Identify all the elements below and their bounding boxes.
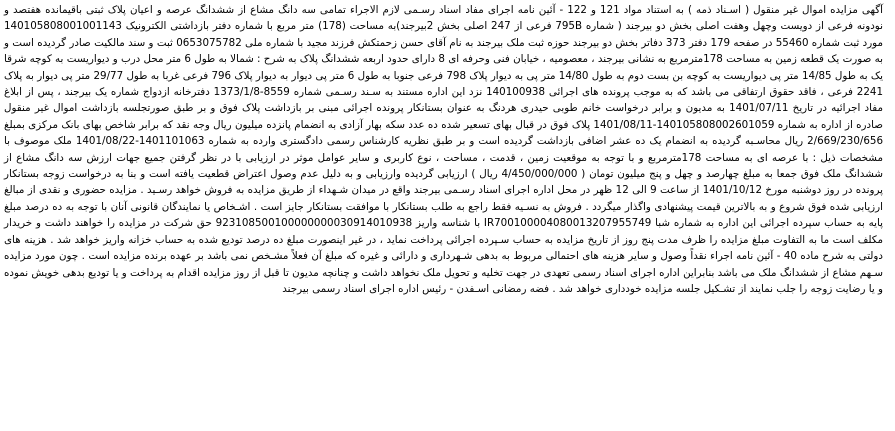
auction-notice-body: آگهی مزایده اموال غیر منقول ( اسـناد ذمه ) به استناد مواد 121 و 122 - آئین نامه اجرای مفاد اسناد رسـمی لازم الاجراء تمامی سه دانگ مشاع از ششدانگ عرصه و اعیان پلاک ثبتی باقیمانده هفتصد و نودونه فرعی از دویست وچهل وهفت اصلی بخش دو بیرجند ( شماره 795B فرعی از 247 اصلی بخش 2بیرجند)به مساحت (178) متر مربع با شماره دفتر بازداشتی الکترونیک 140105808001001143 مورد ثبت شماره 55460 در صفحه 179 دفتر 373 دفاتر بخش دو بیرجند حوزه ثبت ملک بیرجند به نام آقای حسن زحمتکش فرزند مجید با شماره ملی 0653075782 ثبت و سند مالکیت صادر گردیده است و به صورت یک قطعه زمین به مساحت 178مترمربع به نشانی بیرجند ، معصومیه ، خیابان فنی وحرفه ای 8 دارای حدود اربعه ششدانگ پلاک به شرح : شمالا به طول 6 متر محل درب و دیواریست به کوچه شرقا یک به طول 14/85 متر پی دیواریست به کوچه بن بست دوم به طول 14/80 متر پی به دیوار پلاک 798 فرعی جنوبا به طول 6 متر پی دیوار به دیوار پلاک 796 فرعی غربا به طول 29/77 متر پی دیوار به پلاک 2241 فرعی ، فاقد حقوق ارتفاقی می باشد که به موجب پرونده های اجرائی 140100938 نزد این اداره مستند به سـند رسـمی شماره 8559-1373/1/8 دفترخانه ازدواج شماره یک بیرجند ، پس از ابلاغ مفاد اجرائیه در تاریخ 1401/07/11 به مدیون و برابر درخواست خانم طوبی حیدری هردنگ به عنوان بستانکار پرونده اجرائی مبنی بر بازداشت پلاک فوق و بر طبق صورتجلسه بازداشت اموال غیر منقول صادره از اداره به شماره 140105808002601059-1401/08/11 پلاک فوق در قبال بهای تسعیر شده ده عدد سکه بهار آزادی به انضمام پانزده میلیون ریال وجه نقد که برابر شاخص بهای بانک مرکزی بمبلغ 2/669/230/656 ریال محاسـبه گردیده به انضمام یک ده عشر اضافی بازداشت گردیده است و بر طبق نظریه کارشناس رسمی دادگستری وارده به شماره 1401101063-1401/08/22 ملک موصوف با مشخصات ذیل : با عرصه ای به مساحت 178مترمربع و با توجه به موقعیت زمین ، قدمت ، مساحت ، نوع کاربری و سایر عوامل موثر در ارزیابی با در نظر گرفتن جمیع جهات ارزش سه دانگ مشاع از ششدانگ ملک فوق جمعا به مبلغ چهارصد و چهل و پنج میلیون تومان ( 4/450/000/000 ریال ) ارزیابی گردیده وارزیابی و به دلیل عدم وصول اعتراض قطعیت یافته است و بنا به درخواست زوجه بستانکار پرونده در روز دوشنبه مورخ 1401/10/12 از ساعت 9 الی 12 ظهر در محل اداره اجرای اسناد رسـمی بیرجند واقع در میدان شـهداء از طریق مزایده به فروش خواهد رسـید . مزایده حضوری و نقدی از مبالغ ارزیابی شده فوق شروع و به بالاترین قیمت پیشنهادی واگذار میگردد . فروش به نسـیه فقط راجع به طلب بستانکار با موافقت بستانکار جایز است . اشـخاص یا نمایندگان قانونی آنان با توجه به ده درصد مبلغ پایه به حساب سپرده اجرائی این اداره به شماره شبا IR700100004080013207955749 با شناسه واریز 923108500100000000030914010938 حق شرکت در مزایده را خواهند داشت و خریدار مکلف است ما به التفاوت مبلغ مزایده را ظرف مدت پنج روز از تاریخ مزایده به حساب سـپرده اجرائی پرداخت نماید ، در غیر اینصورت مبلغ ده درصد تودیع شده به حساب خزانه واریز خواهد شد . هزینه های دولتی به شرح ماده 40 - آئین نامه اجراء نقداً وصول و سایر هزینه های احتمالی مربوط به بدهی شـهرداری و دارائی و غیره که مبلغ آن فعلاً مشـخص نمی باشد بر عهده برنده مزایده است . چون مورد مزایده سـهم مشاع از ششدانگ ملک می باشد بنابراین اداره اجرای اسناد رسمی تعهدی در جهت تخلیه و تحویل ملک نخواهد داشت و چنانچه مدیون تا قبل از روز مزایده اقدام به پرداخت و یا تودیع بدهی خویش نموده و یا رضایت زوجه را جلب نمایند از تشـکیل جلسه مزایده خودداری خواهد شد . فضه رمضانی اسـفدن - رئیس اداره اجرای اسناد رسمی بیرجند: [4, 4, 884, 295]
